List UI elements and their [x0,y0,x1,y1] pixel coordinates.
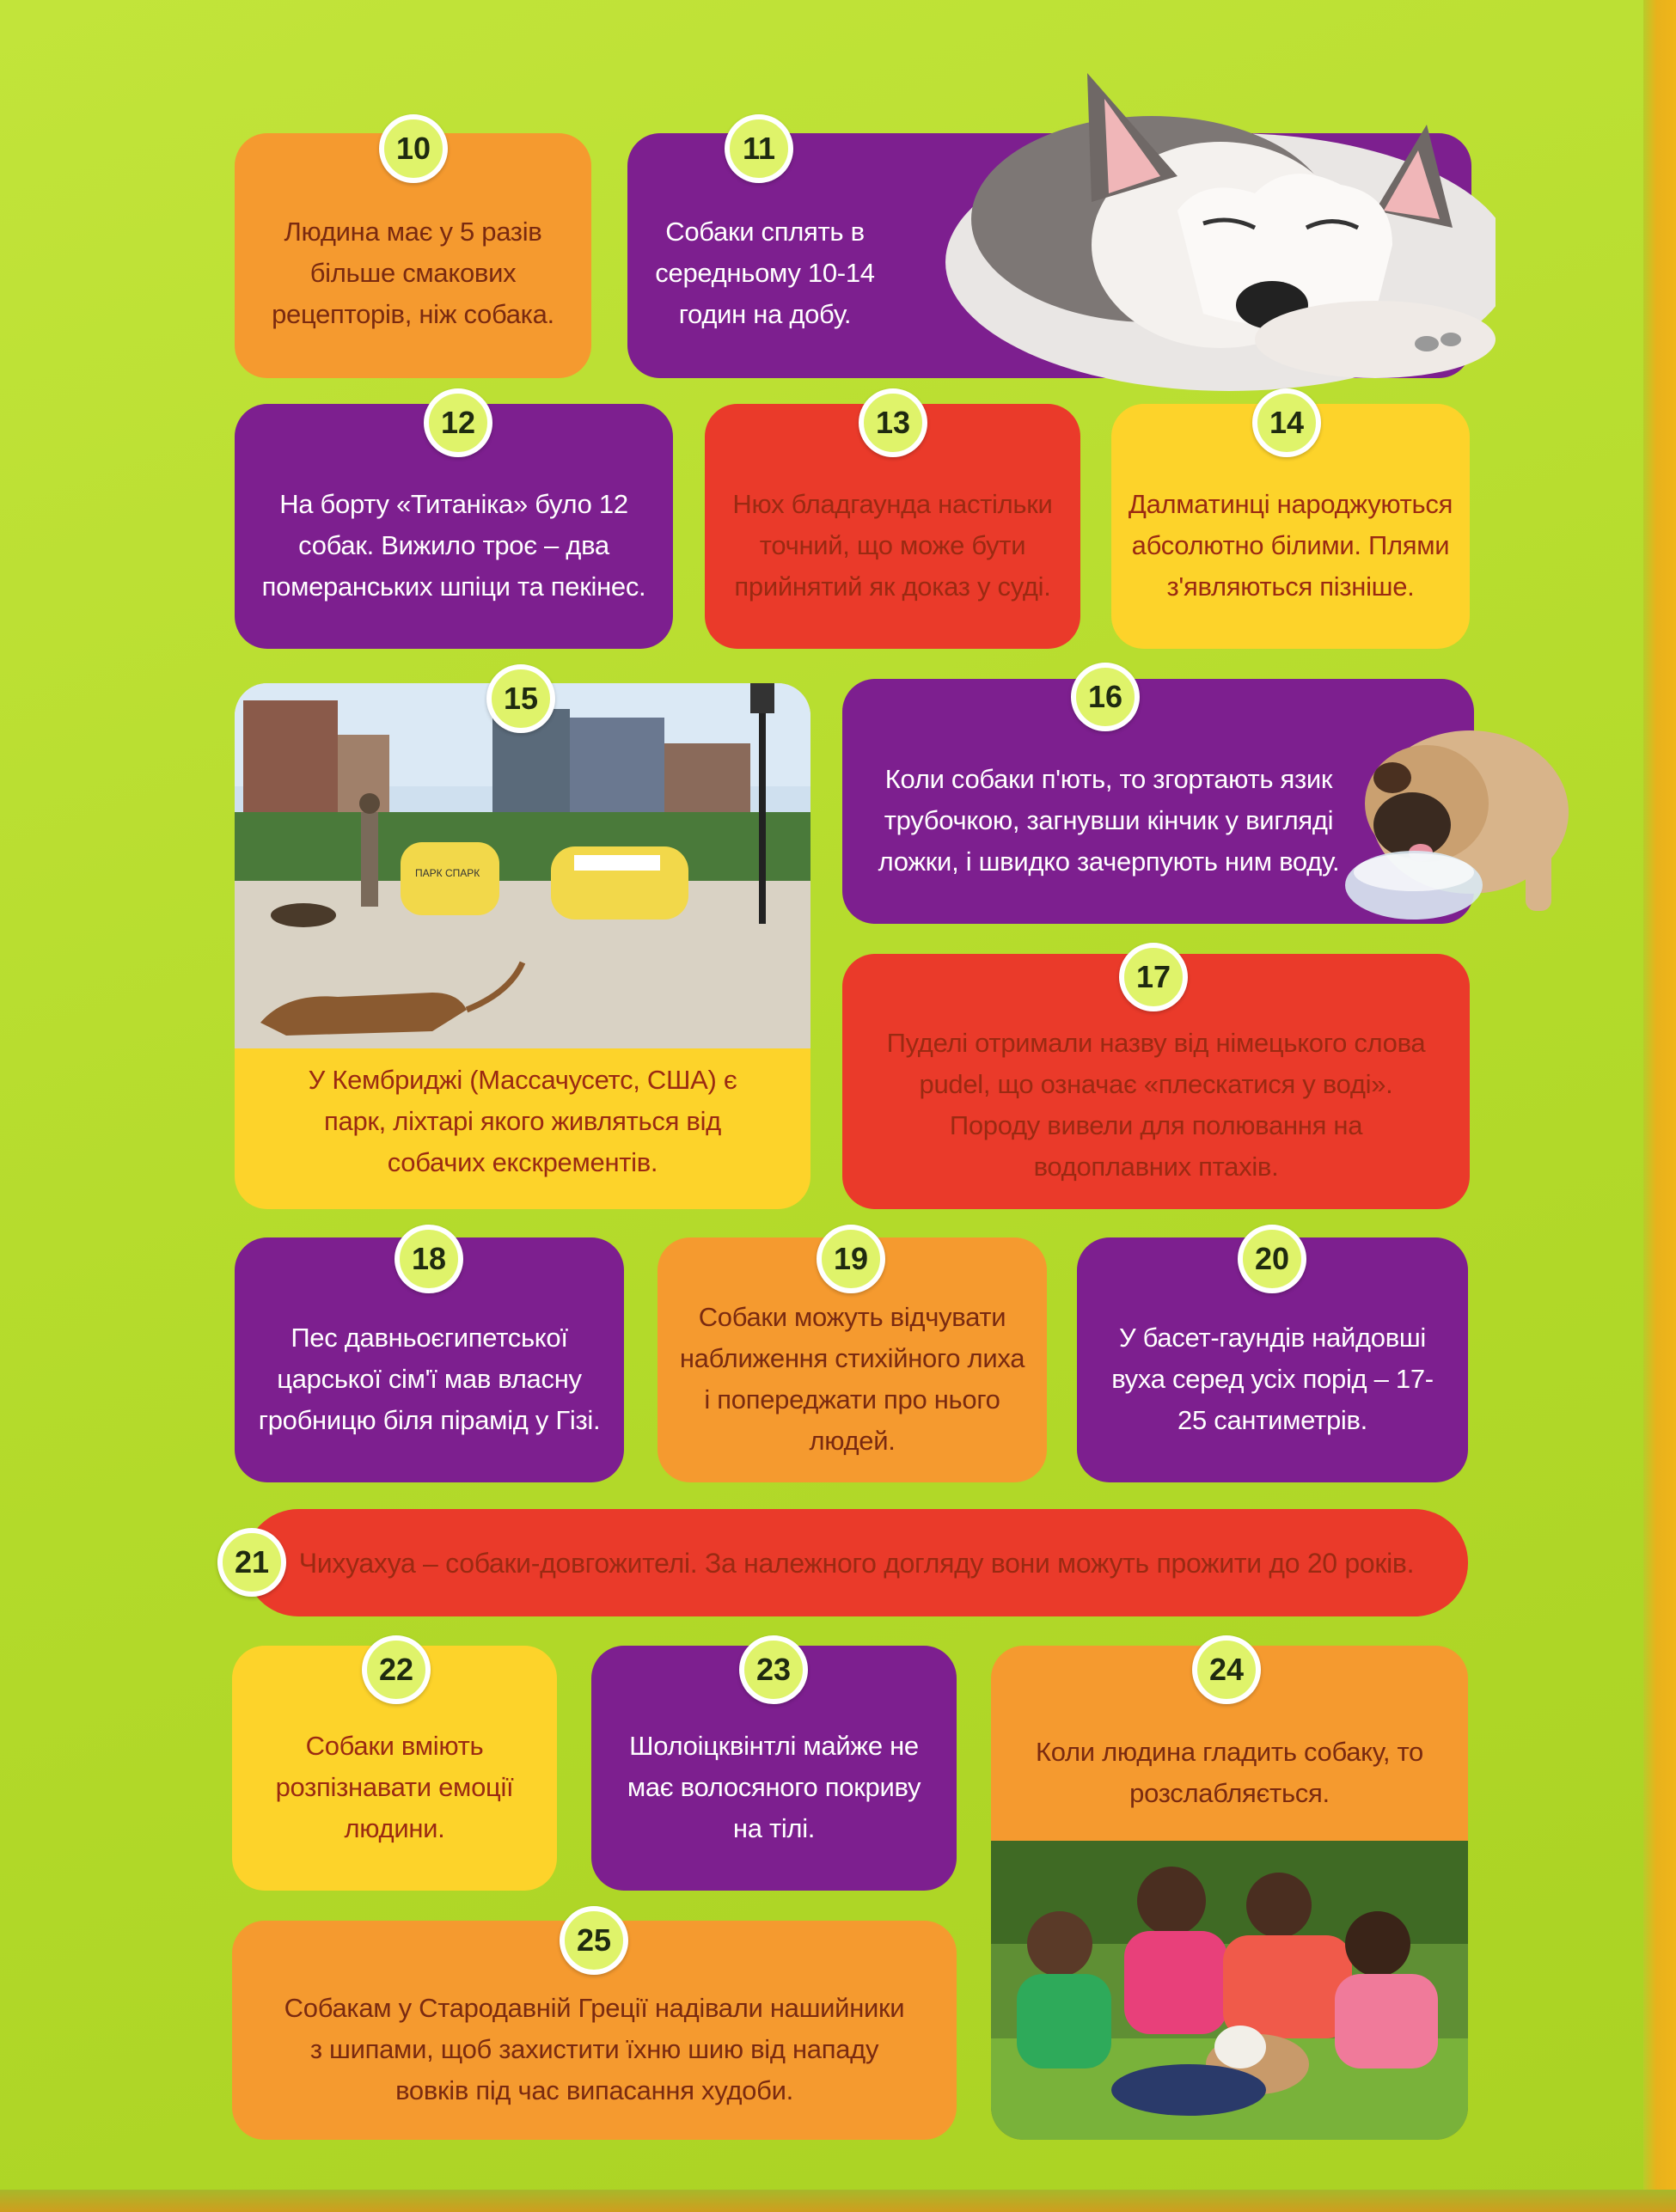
fact-text: Шолоіцквінтлі майже не має волосяного покриву на тілі. [627,1731,921,1843]
fact-text: У басет-гаундів найдовші вуха серед усіх порід – 17-25 сантиметрів. [1111,1323,1434,1435]
husky-puppy-photo [894,56,1496,395]
fact-text: Собаки вміють розпізнавати емоції людини. [275,1731,514,1843]
fact-number-badge: 11 [725,114,793,183]
fact-number-badge: 10 [379,114,448,183]
fact-number-badge: 20 [1238,1225,1306,1293]
page-edge-bottom [0,2190,1676,2212]
fact-number-badge: 22 [362,1635,431,1704]
fact-number-badge: 21 [217,1528,286,1597]
family-with-dog-photo [991,1841,1468,2140]
photo-sign: ПАРК СПАРК [415,867,480,879]
fact-text: Далматинці народжуються абсолютно білими. Плями з'являються пізніше. [1128,489,1453,602]
fact-number-badge: 12 [424,388,492,457]
fact-number-badge: 23 [739,1635,808,1704]
fact-number-badge: 16 [1071,663,1140,731]
fact-card-21 [245,1509,1468,1616]
fact-number-badge: 18 [395,1225,463,1293]
fact-text: Коли людина гладить собаку, то розслабляється. [1036,1737,1423,1808]
fact-number-badge: 15 [486,664,555,733]
fact-text: На борту «Титаніка» було 12 собак. Вижило троє – два померанських шпіци та пекінес. [261,489,646,602]
fact-text: Собаки сплять в середньому 10-14 годин на добу. [655,216,875,329]
pug-drinking-photo [1345,696,1577,941]
fact-text: Чихуахуа – собаки-довгожителі. За належного догляду вони можуть прожити до 20 років. [298,1547,1415,1579]
fact-text: Пуделі отримали назву від німецького слова pudel, що означає «плескатися у воді». Породу вивели для полювання на водоплавних птахів. [886,1028,1426,1182]
fact-text: У Кембриджі (Массачусетс, США) є парк, ліхтарі якого живляться від собачих екскрементів. [308,1065,737,1177]
park-photo [235,683,810,1048]
fact-text: Коли собаки п'ють, то згортають язик трубочкою, загнувши кінчик у вигляді ложки, і швидко зачерпують ним воду. [878,764,1340,877]
fact-number-badge: 24 [1192,1635,1261,1704]
fact-text: Собаки можуть відчувати наближення стихійного лиха і попереджати про нього людей. [679,1302,1025,1456]
fact-number-badge: 14 [1252,388,1321,457]
fact-number-badge: 19 [817,1225,885,1293]
fact-number-badge: 17 [1119,943,1188,1011]
fact-text: Людина має у 5 разів більше смакових рецепторів, ніж собака. [272,216,554,329]
fact-text: Собакам у Стародавній Греції надівали нашийники з шипами, щоб захистити їхню шию від нападу вовків під час випасання худоби. [284,1993,905,2105]
fact-text: Нюх бладгаунда настільки точний, що може бути прийнятий як доказ у суді. [732,489,1053,602]
fact-number-badge: 13 [859,388,927,457]
fact-text: Пес давньоєгипетської царської сім'ї мав власну гробницю біля пірамід у Гізі. [258,1323,601,1435]
page-edge-right [1643,0,1676,2212]
fact-number-badge: 25 [560,1906,628,1975]
